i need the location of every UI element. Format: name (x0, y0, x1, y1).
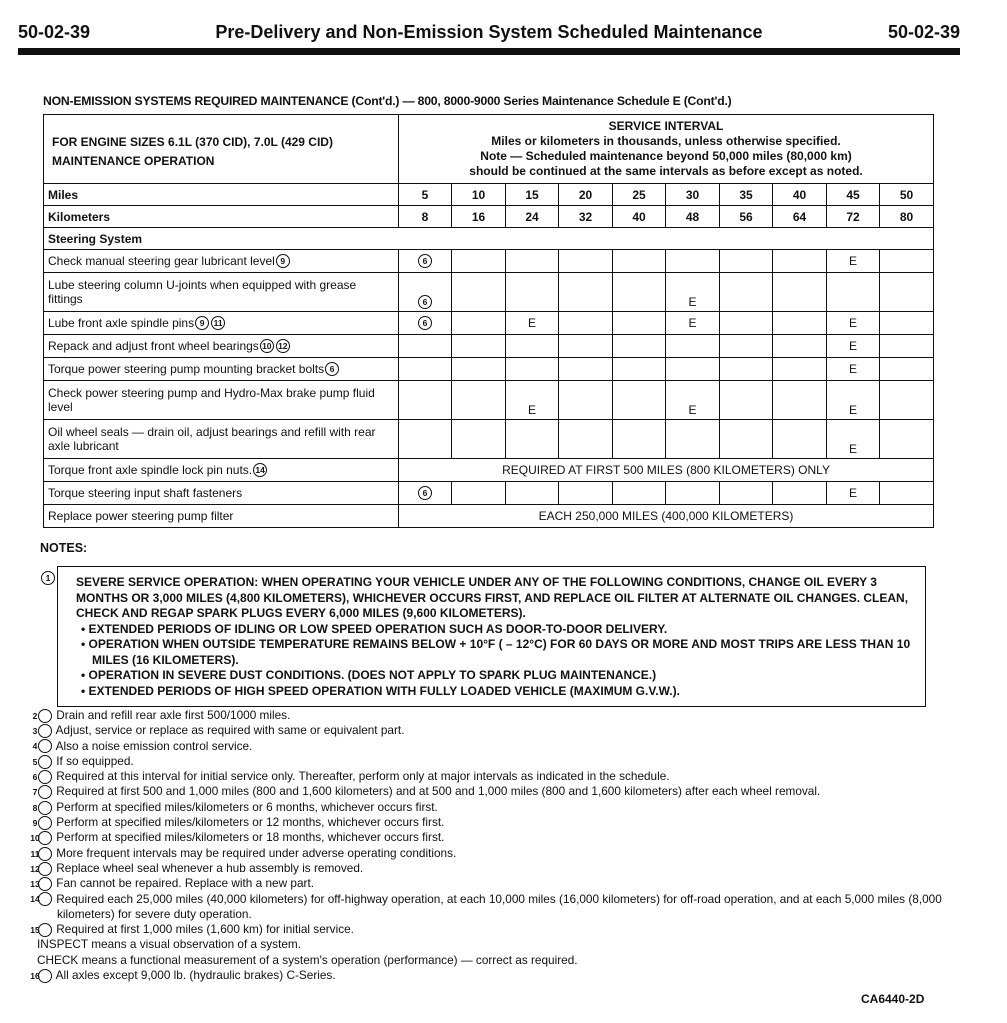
operation-text: Repack and adjust front wheel bearings (48, 338, 259, 353)
interval-cell (559, 312, 613, 335)
circled-number-icon: 6 (418, 254, 432, 268)
table-row (44, 505, 934, 528)
service-interval-line-3: should be continued at the same intervals as before except as noted. (469, 164, 863, 178)
note-text: Also a noise emission control service. (55, 738, 253, 753)
bullet-item: • EXTENDED PERIODS OF HIGH SPEED OPERATION WITH FULLY LOADED VEHICLE (MAXIMUM G.V.W.). (81, 683, 680, 698)
interval-cell (613, 312, 666, 335)
circled-number-icon: 11 (211, 316, 225, 330)
interval-cell (399, 250, 452, 273)
interval-cell (720, 335, 773, 358)
interval-cell (613, 482, 666, 505)
note-1-marker (40, 569, 56, 587)
circled-number-icon: 2 (38, 709, 52, 723)
operation-header (44, 115, 399, 184)
table-row (44, 358, 934, 381)
operation-text: Oil wheel seals — drain oil, adjust bearings and refill with rear axle lubricant (48, 425, 376, 453)
interval-cell (773, 335, 827, 358)
interval-cell (399, 381, 452, 420)
interval-cell (559, 482, 613, 505)
operation-text: Torque power steering pump mounting bracket bolts (48, 361, 325, 376)
note-item (30, 968, 957, 983)
bullet-item: • OPERATION IN SEVERE DUST CONDITIONS. (DOES NOT APPLY TO SPARK PLUG MAINTENANCE.) (81, 668, 657, 682)
circled-number-icon: 6 (38, 770, 52, 784)
note-text: Perform at specified miles/kilometers or 6 months, whichever occurs first. (56, 799, 438, 814)
interval-cell (880, 381, 934, 420)
operation-text: Replace power steering pump filter (48, 509, 234, 523)
interval-cell (666, 250, 720, 273)
note-text: Fan cannot be repaired. Replace with a new part. (56, 876, 314, 891)
interval-cell (452, 420, 506, 459)
interval-cell (666, 420, 720, 459)
operation-cell (44, 273, 399, 312)
interval-cell: E (827, 482, 880, 505)
note-text: Replace wheel seal whenever a hub assembly is removed. (56, 860, 364, 875)
operation-text: Torque steering input shaft fasteners (48, 486, 243, 500)
operation-cell (44, 335, 399, 358)
note-item (32, 723, 957, 738)
interval-cell (506, 358, 559, 381)
miles-value: 45 (827, 184, 880, 206)
circled-number-icon: 11 (38, 847, 52, 861)
interval-cell (506, 335, 559, 358)
figure-code: CA6440-2D (861, 992, 925, 1006)
interval-cell (559, 420, 613, 459)
circled-number-icon: 12 (276, 339, 290, 353)
miles-value: 10 (452, 184, 506, 206)
interval-cell: E (827, 358, 880, 381)
interval-cell (399, 420, 452, 459)
interval-cell (452, 482, 506, 505)
circled-number-icon: 3 (38, 724, 52, 738)
operation-text: Check manual steering gear lubricant level (48, 253, 275, 268)
section-row (44, 228, 934, 250)
circled-number-icon: 14 (38, 892, 52, 906)
interval-cell (720, 420, 773, 459)
operation-cell (44, 482, 399, 505)
page-number-left: 50-02-39 (18, 22, 91, 42)
interval-cell (452, 381, 506, 420)
miles-value: 35 (720, 184, 773, 206)
service-interval-line-2: Note — Scheduled maintenance beyond 50,000 miles (80,000 km) (480, 149, 852, 163)
note-item (32, 708, 957, 723)
interval-cell (666, 358, 720, 381)
circled-number-icon: 4 (38, 739, 52, 753)
circled-number-icon: 9 (195, 316, 209, 330)
operation-text: Lube steering column U-joints when equipped with grease fittings (48, 278, 357, 306)
interval-cell (399, 312, 452, 335)
kilometers-value: 40 (613, 206, 666, 228)
miles-value: 40 (773, 184, 827, 206)
note-text: Perform at specified miles/kilometers or 12 months, whichever occurs first. (56, 815, 445, 830)
interval-cell: E (666, 381, 720, 420)
interval-cell (613, 250, 666, 273)
interval-cell (506, 482, 559, 505)
table-row (44, 250, 934, 273)
circled-number-icon: 1 (41, 571, 55, 585)
interval-cell (399, 358, 452, 381)
interval-cell (666, 482, 720, 505)
page-title: Pre-Delivery and Non-Emission System Scheduled Maintenance (215, 22, 763, 42)
kilometers-value: 24 (506, 206, 559, 228)
circled-number-icon: 6 (418, 295, 432, 309)
circled-number-icon: 6 (418, 486, 432, 500)
circled-number-icon: 14 (253, 463, 267, 477)
note-item (37, 937, 957, 952)
note-text: If so equipped. (56, 753, 134, 768)
severe-service-text: SEVERE SERVICE OPERATION: WHEN OPERATING YOUR VEHICLE UNDER ANY OF THE FOLLOWING CONDITIONS, CHANGE OIL EVERY 3 MONTHS OR 3,000 MILES (4,800 KILOMETERS), WHICHEVER OCCURS FIRST, AND REPLACE OIL FILTER AT ALTERNATE OIL CHANGES. CLEAN, CHECK AND REGAP SPARK PLUGS EVERY 6,000 MILES (9,600 KILOMETERS). (76, 575, 909, 620)
circled-number-icon: 16 (38, 969, 52, 983)
interval-cell (559, 273, 613, 312)
miles-value: 50 (880, 184, 934, 206)
operation-cell (44, 505, 399, 528)
note-text: Drain and refill rear axle first 500/1000 miles. (56, 708, 291, 722)
interval-cell (720, 273, 773, 312)
severe-service-bullets (76, 622, 911, 700)
circled-number-icon: 15 (38, 923, 52, 937)
interval-cell (880, 482, 934, 505)
interval-span-cell: EACH 250,000 MILES (400,000 KILOMETERS) (399, 505, 934, 528)
interval-cell: E (506, 381, 559, 420)
bullet-item: • OPERATION WHEN OUTSIDE TEMPERATURE REMAINS BELOW + 10°F ( – 12°C) FOR 60 DAYS OR MORE AND MOST TRIPS ARE LESS THAN 10 MILES (16 KILOMETERS). (81, 637, 911, 667)
note-item (30, 830, 957, 845)
note-item (30, 860, 957, 876)
note-text: All axles except 9,000 lb. (hydraulic brakes) C-Series. (55, 968, 336, 983)
circled-number-icon: 13 (38, 877, 52, 891)
interval-cell (452, 335, 506, 358)
miles-value: 25 (613, 184, 666, 206)
interval-cell (880, 250, 934, 273)
note-item (30, 891, 957, 923)
miles-row (44, 184, 934, 206)
table-row (44, 335, 934, 358)
table-row (44, 482, 934, 505)
operation-text: Torque front axle spindle lock pin nuts. (48, 462, 253, 477)
table-row (44, 381, 934, 420)
circled-number-icon: 7 (38, 785, 52, 799)
service-interval-line-1: Miles or kilometers in thousands, unless otherwise specified. (491, 134, 841, 148)
interval-cell (773, 273, 827, 312)
interval-cell (720, 482, 773, 505)
operation-cell (44, 312, 399, 335)
interval-cell (559, 335, 613, 358)
page-number-right: 50-02-39 (887, 22, 960, 42)
table-row (44, 420, 934, 459)
interval-cell: E (827, 420, 880, 459)
interval-cell (880, 335, 934, 358)
interval-cell (773, 420, 827, 459)
interval-cell (720, 381, 773, 420)
maintenance-operation-label: MAINTENANCE OPERATION (52, 154, 215, 168)
note-text: Adjust, service or replace as required with same or equivalent part. (55, 723, 405, 738)
table-header-row (44, 115, 934, 184)
circled-number-icon: 5 (38, 755, 52, 769)
interval-cell (773, 312, 827, 335)
interval-cell: E (827, 312, 880, 335)
interval-cell (827, 273, 880, 312)
interval-cell (613, 381, 666, 420)
operation-cell (44, 381, 399, 420)
interval-cell (452, 312, 506, 335)
circled-number-icon: 9 (38, 816, 52, 830)
operation-text: Lube front axle spindle pins (48, 315, 195, 330)
interval-cell (506, 420, 559, 459)
interval-cell (399, 335, 452, 358)
operation-text: Check power steering pump and Hydro-Max brake pump fluid level (48, 386, 375, 414)
interval-cell (613, 358, 666, 381)
interval-cell (559, 358, 613, 381)
interval-cell (720, 312, 773, 335)
note-text: INSPECT means a visual observation of a system. (37, 937, 302, 952)
miles-value: 5 (399, 184, 452, 206)
interval-cell (773, 250, 827, 273)
note-item (30, 922, 957, 937)
interval-cell: E (666, 312, 720, 335)
circled-number-icon: 6 (418, 316, 432, 330)
kilometers-row (44, 206, 934, 228)
kilometers-value: 8 (399, 206, 452, 228)
interval-cell (452, 358, 506, 381)
kilometers-value: 16 (452, 206, 506, 228)
notes-title: NOTES: (40, 541, 88, 555)
interval-span-cell: REQUIRED AT FIRST 500 MILES (800 KILOMETERS) ONLY (399, 459, 934, 482)
note-item (32, 799, 957, 815)
note-item (32, 738, 957, 754)
circled-number-icon: 10 (260, 339, 274, 353)
interval-cell (720, 250, 773, 273)
page-header (18, 22, 960, 46)
interval-cell (880, 358, 934, 381)
notes-list (30, 708, 957, 983)
note-item (30, 876, 957, 891)
operation-cell (44, 459, 399, 482)
note-text: Required at first 500 and 1,000 miles (800 and 1,600 kilometers) and at 500 and 1,000 miles (800 and 1,600 kilometers) after each wheel removal. (56, 784, 821, 799)
interval-cell: E (827, 250, 880, 273)
miles-value: 15 (506, 184, 559, 206)
interval-cell (452, 273, 506, 312)
kilometers-value: 80 (880, 206, 934, 228)
kilometers-value: 56 (720, 206, 773, 228)
note-item (32, 815, 957, 830)
note-item (37, 953, 957, 968)
miles-value: 20 (559, 184, 613, 206)
circled-number-icon: 9 (276, 254, 290, 268)
operation-cell (44, 358, 399, 381)
note-item (32, 769, 957, 784)
note-item (32, 753, 957, 769)
interval-cell: E (827, 335, 880, 358)
interval-cell (773, 482, 827, 505)
note-item (30, 845, 957, 861)
interval-cell (880, 273, 934, 312)
note-text: Required at this interval for initial service only. Thereafter, perform only at major intervals as indicated in the schedule. (56, 769, 670, 784)
interval-cell: E (506, 312, 559, 335)
service-interval-title: SERVICE INTERVAL (608, 119, 724, 133)
interval-cell (399, 273, 452, 312)
interval-cell (666, 335, 720, 358)
note-text: Required each 25,000 miles (40,000 kilometers) for off-highway operation, at each 10,000 miles (16,000 kilometers) for off-road operation, and at each 5,000 miles (8,000 kilometers) for severe duty operation. (56, 891, 942, 921)
table-row (44, 312, 934, 335)
kilometers-label: Kilometers (44, 206, 399, 228)
table-row (44, 459, 934, 482)
service-interval-header (399, 115, 934, 184)
note-text: Required at first 1,000 miles (1,600 km) for initial service. (56, 922, 354, 937)
kilometers-value: 48 (666, 206, 720, 228)
interval-cell (452, 250, 506, 273)
kilometers-value: 32 (559, 206, 613, 228)
interval-cell (613, 273, 666, 312)
interval-cell (399, 482, 452, 505)
table-caption: NON-EMISSION SYSTEMS REQUIRED MAINTENANCE (Cont'd.) — 800, 8000-9000 Series Maintenance Schedule E (Cont'd.) (43, 94, 732, 108)
note-item (32, 784, 957, 799)
circled-number-icon: 8 (38, 801, 52, 815)
interval-cell: E (666, 273, 720, 312)
section-heading: Steering System (44, 228, 934, 250)
miles-value: 30 (666, 184, 720, 206)
interval-cell (720, 358, 773, 381)
operation-cell (44, 250, 399, 273)
kilometers-value: 64 (773, 206, 827, 228)
miles-label: Miles (44, 184, 399, 206)
circled-number-icon: 10 (38, 831, 52, 845)
operation-cell (44, 420, 399, 459)
note-text: Perform at specified miles/kilometers or 18 months, whichever occurs first. (56, 830, 445, 845)
note-text: CHECK means a functional measurement of a system's operation (performance) — correct as required. (37, 952, 578, 967)
interval-cell (613, 420, 666, 459)
severe-service-note-box (57, 566, 926, 707)
circled-number-icon: 12 (38, 862, 52, 876)
interval-cell (559, 381, 613, 420)
interval-cell (506, 250, 559, 273)
interval-cell (613, 335, 666, 358)
table-row (44, 273, 934, 312)
header-rule (18, 48, 960, 55)
maintenance-schedule-table (43, 114, 934, 528)
interval-cell (880, 312, 934, 335)
note-text: More frequent intervals may be required under adverse operating conditions. (56, 845, 457, 860)
kilometers-value: 72 (827, 206, 880, 228)
interval-cell: E (827, 381, 880, 420)
bullet-item: • EXTENDED PERIODS OF IDLING OR LOW SPEED OPERATION SUCH AS DOOR-TO-DOOR DELIVERY. (81, 621, 668, 636)
interval-cell (773, 381, 827, 420)
engine-sizes-label: FOR ENGINE SIZES 6.1L (370 CID), 7.0L (429 CID) (52, 135, 333, 149)
interval-cell (506, 273, 559, 312)
interval-cell (559, 250, 613, 273)
circled-number-icon: 6 (325, 362, 339, 376)
interval-cell (773, 358, 827, 381)
interval-cell (880, 420, 934, 459)
